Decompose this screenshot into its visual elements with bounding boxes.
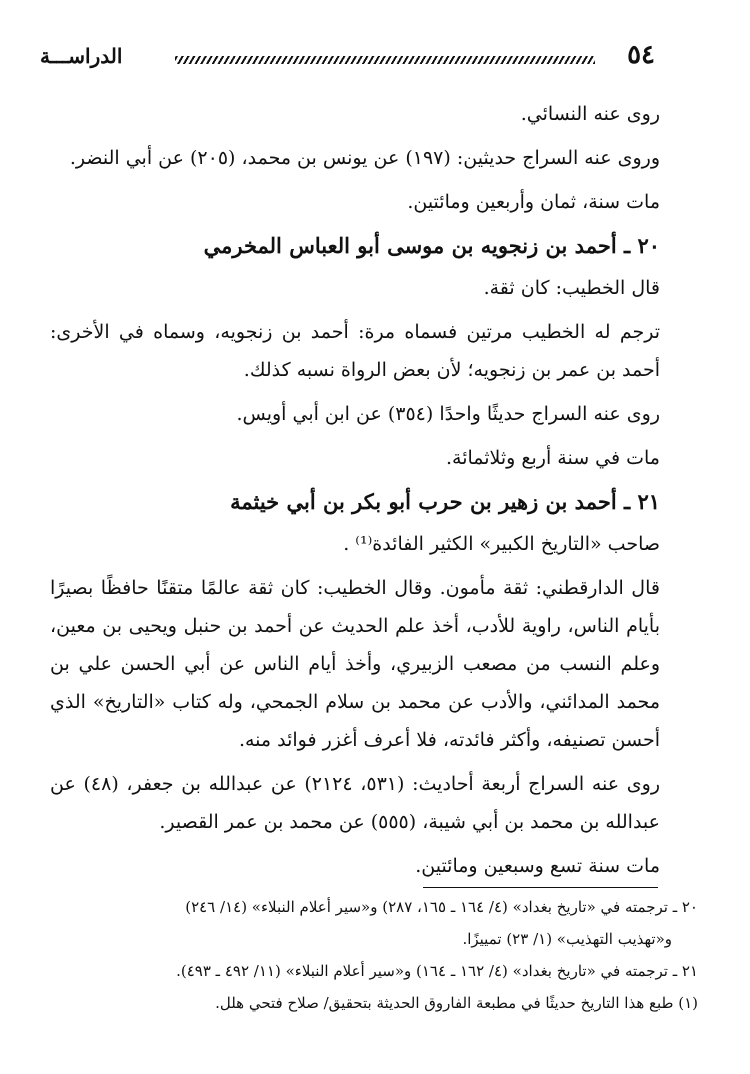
footnote-20-line-1: ٢٠ ـ ترجمته في «تاريخ بغداد» (٤/ ١٦٤ ـ ١٦٥، ٢٨٧) و«سير أعلام النبلاء» (١٤/ ٢٤٦) (185, 898, 698, 916)
footnote-21: ٢١ ـ ترجمته في «تاريخ بغداد» (٤/ ١٦٢ ـ ١٦٤) و«سير أعلام النبلاء» (١١/ ٤٩٢ ـ ٤٩٣). (176, 962, 698, 980)
entry-20-paragraph-1: قال الخطيب: كان ثقة. (483, 277, 660, 299)
entry-21-paragraph-3: روى عنه السراج أربعة أحاديث: (٥٣١، ٢١٢٤) عن عبدالله بن جعفر، (٤٨) عن عبدالله بن محمد بن أبي شيبة، (٥٥٥) عن محمد بن عمر القصير. (50, 773, 660, 833)
entry-21-title: ٢١ ـ أحمد بن زهير بن حرب أبو بكر بن أبي خيثمة (230, 489, 660, 514)
footnote-20-line-2: و«تهذيب التهذيب» (١/ ٢٣) تمييزًا. (462, 930, 672, 948)
running-head: الدراســـة (40, 44, 123, 68)
entry-21-paragraph-2: قال الدارقطني: ثقة مأمون. وقال الخطيب: كان ثقة عالمًا متقنًا حافظًا بصيرًا بأيام الناس، راوية للأدب، أخذ علم الحديث عن أحمد بن حنبل ويحيى بن معين، وعلم النسب من مصعب الزبيري، وأخذ أيام الناس عن أبي الحسن علي بن محمد المدائني، والأدب عن محمد بن سلام الجمحي، وله كتاب «التاريخ» الذي أحسن تصنيفه، وأكثر فائدته، فلا أعرف أغزر فوائد منه. (50, 577, 660, 751)
entry-21-paragraph-4: مات سنة تسع وسبعين ومائتين. (415, 855, 660, 877)
footnote-separator (423, 887, 658, 888)
main-text (50, 95, 660, 891)
entry-20-paragraph-4: مات في سنة أربع وثلاثمائة. (445, 447, 660, 469)
page-header (40, 38, 655, 78)
footnotes (42, 893, 698, 1021)
header-decorative-rule (175, 56, 595, 64)
entry-20-title: ٢٠ ـ أحمد بن زنجويه بن موسى أبو العباس المخرمي (203, 233, 660, 258)
entry-20-paragraph-2: ترجم له الخطيب مرتين فسماه مرة: أحمد بن زنجويه، وسماه في الأخرى: أحمد بن عمر بن زنجويه؛ لأن بعض الرواة نسبه كذلك. (50, 321, 660, 381)
entry-21-paragraph-1: صاحب «التاريخ الكبير» الكثير الفائدة⁽¹⁾ . (343, 533, 660, 555)
page-number: ٥٤ (627, 40, 655, 70)
text-line-2: وروى عنه السراج حديثين: (١٩٧) عن يونس بن محمد، (٢٠٥) عن أبي النضر. (69, 147, 660, 169)
entry-20-paragraph-3: روى عنه السراج حديثًا واحدًا (٣٥٤) عن ابن أبي أويس. (236, 403, 660, 425)
footnote-1: (١) طبع هذا التاريخ حديثًا في مطبعة الفاروق الحديثة بتحقيق/ صلاح فتحي هلل. (215, 994, 698, 1012)
text-line-3: مات سنة، ثمان وأربعين ومائتين. (407, 191, 660, 213)
text-line-1: روى عنه النسائي. (520, 103, 660, 125)
